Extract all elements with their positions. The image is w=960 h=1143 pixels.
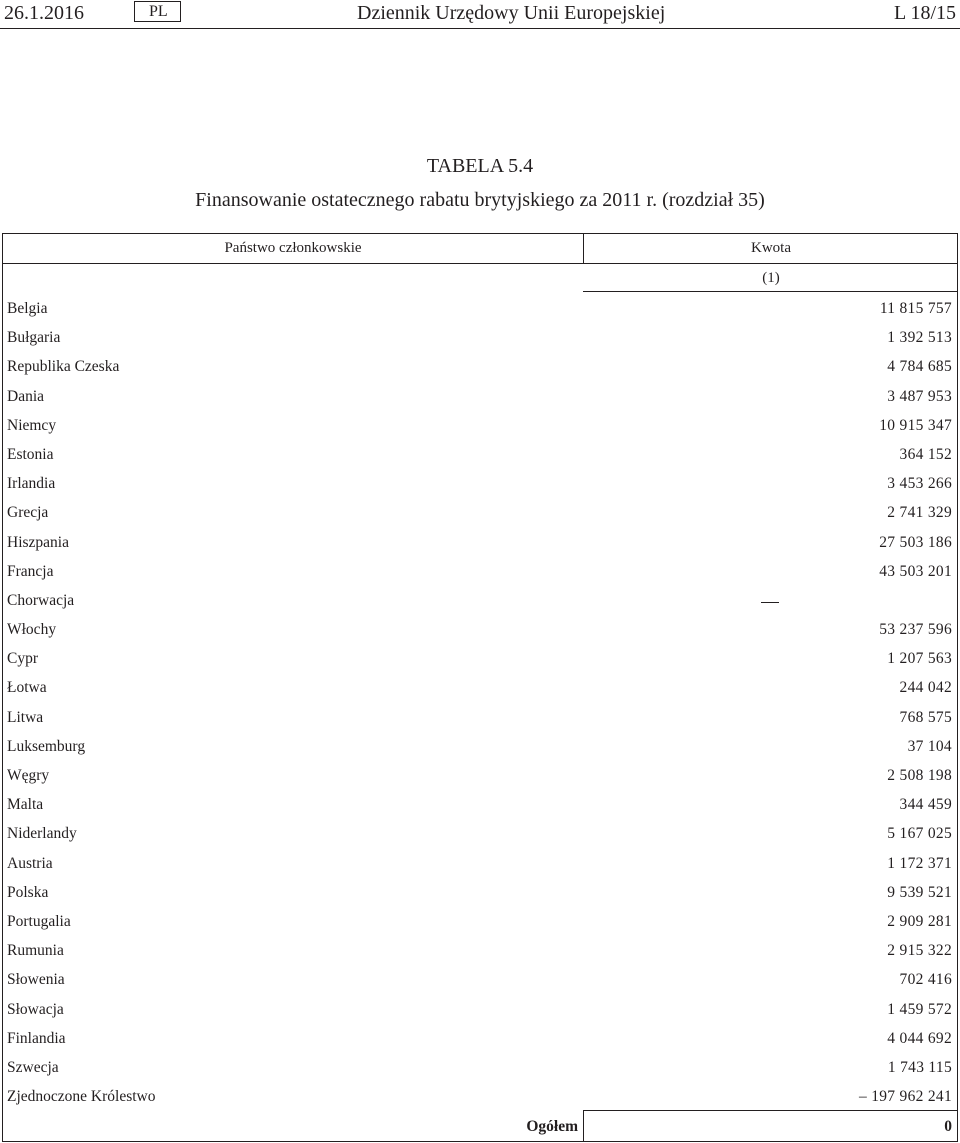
country-name: Cypr [7, 650, 38, 668]
country-name: Zjednoczone Królestwo [7, 1088, 156, 1106]
table-row [2, 908, 958, 937]
country-name: Grecja [7, 504, 49, 522]
total-row [2, 1113, 958, 1142]
country-name: Litwa [7, 708, 44, 726]
table-row [2, 616, 958, 645]
language-code: PL [149, 3, 168, 20]
number-row-line [583, 291, 958, 292]
amount-value: 1 172 371 [887, 854, 952, 872]
country-name: Portugalia [7, 912, 71, 930]
amount-value: 3 487 953 [887, 387, 952, 405]
table-row [2, 1025, 958, 1054]
country-name: Chorwacja [7, 591, 75, 609]
header-bottom-line [2, 263, 958, 264]
table-row [2, 529, 958, 558]
language-box [134, 1, 181, 22]
table-row [2, 412, 958, 441]
amount-value: 3 453 266 [887, 475, 952, 493]
amount-value: 244 042 [899, 679, 952, 697]
country-name: Węgry [7, 767, 50, 784]
amount-value: 27 503 186 [879, 533, 952, 551]
amount-value: 53 237 596 [879, 621, 952, 639]
country-name: Szwecja [7, 1058, 59, 1076]
table-row [2, 791, 958, 820]
table-row [2, 966, 958, 995]
table-row [2, 353, 958, 382]
page-header [0, 0, 960, 29]
total-value: 0 [944, 1118, 952, 1135]
amount-value: 2 915 322 [887, 942, 952, 960]
country-name: Polska [7, 883, 49, 901]
table-row [2, 470, 958, 499]
country-name: Republika Czeska [7, 358, 120, 376]
amount-value: 37 104 [907, 737, 952, 755]
amount-value: 768 575 [899, 708, 952, 726]
amount-value: – 197 962 241 [858, 1088, 952, 1106]
country-name: Włochy [7, 621, 57, 639]
total-label: Ogółem [526, 1118, 578, 1135]
column-header-amount: Kwota [751, 240, 791, 256]
table-row [2, 645, 958, 674]
table-row [2, 762, 958, 791]
table-row [2, 499, 958, 528]
table-body [2, 295, 958, 1112]
table-row [2, 820, 958, 849]
country-name: Słowacja [7, 1000, 64, 1018]
amount-value: 10 915 347 [879, 416, 952, 434]
country-name: Finlandia [7, 1029, 66, 1047]
country-name: Francja [7, 562, 54, 580]
country-name: Słowenia [7, 971, 65, 989]
table-row [2, 441, 958, 470]
table-row [2, 937, 958, 966]
amount-value: 4 044 692 [887, 1029, 952, 1047]
amount-value: 1 392 513 [887, 329, 952, 347]
table-row [2, 674, 958, 703]
table-row [2, 1083, 958, 1112]
amount-value: 5 167 025 [887, 825, 952, 843]
amount-value: 1 743 115 [887, 1058, 952, 1076]
column-header-country: Państwo członkowskie [224, 240, 362, 256]
amount-value: 344 459 [899, 796, 952, 814]
amount-value: 2 741 329 [887, 504, 952, 522]
table-row [2, 850, 958, 879]
country-name: Belgia [7, 300, 48, 317]
country-name: Austria [7, 854, 53, 872]
amount-value: 702 416 [899, 971, 952, 989]
country-name: Malta [7, 796, 44, 814]
table-row [2, 587, 958, 616]
amount-value: 2 508 198 [887, 767, 952, 784]
country-name: Irlandia [7, 475, 56, 493]
data-table [2, 233, 958, 1143]
table-subtitle: Finansowanie ostatecznego rabatu brytyjskiego za 2011 r. (rozdział 35) [195, 189, 765, 211]
country-name: Estonia [7, 445, 54, 463]
amount-value: 2 909 281 [887, 912, 952, 930]
empty-amount-dash [761, 602, 779, 603]
table-row [2, 295, 958, 324]
amount-value: 1 459 572 [887, 1000, 952, 1018]
table-row [2, 733, 958, 762]
table-top-border [2, 233, 958, 234]
table-row [2, 996, 958, 1025]
table-row [2, 879, 958, 908]
amount-value: 364 152 [899, 445, 952, 463]
amount-value: 9 539 521 [887, 883, 952, 901]
column-number: (1) [762, 270, 780, 286]
country-name: Rumunia [7, 942, 64, 960]
country-name: Dania [7, 387, 45, 405]
amount-value: 1 207 563 [887, 650, 952, 668]
page-number: L 18/15 [893, 2, 956, 24]
table-row [2, 383, 958, 412]
table-row [2, 704, 958, 733]
country-name: Hiszpania [7, 533, 69, 551]
country-name: Niderlandy [7, 825, 77, 843]
table-title: TABELA 5.4 [426, 155, 534, 177]
country-name: Niemcy [7, 416, 57, 434]
publication-date: 26.1.2016 [4, 2, 84, 24]
table-row [2, 1054, 958, 1083]
country-name: Luksemburg [7, 737, 86, 755]
country-name: Bułgaria [7, 329, 61, 347]
country-name: Łotwa [7, 679, 47, 697]
amount-value: 11 815 757 [879, 300, 952, 317]
table-row [2, 558, 958, 587]
amount-value: 43 503 201 [879, 562, 952, 580]
table-row [2, 324, 958, 353]
amount-value: 4 784 685 [887, 358, 952, 376]
journal-title: Dziennik Urzędowy Unii Europejskiej [357, 2, 666, 24]
